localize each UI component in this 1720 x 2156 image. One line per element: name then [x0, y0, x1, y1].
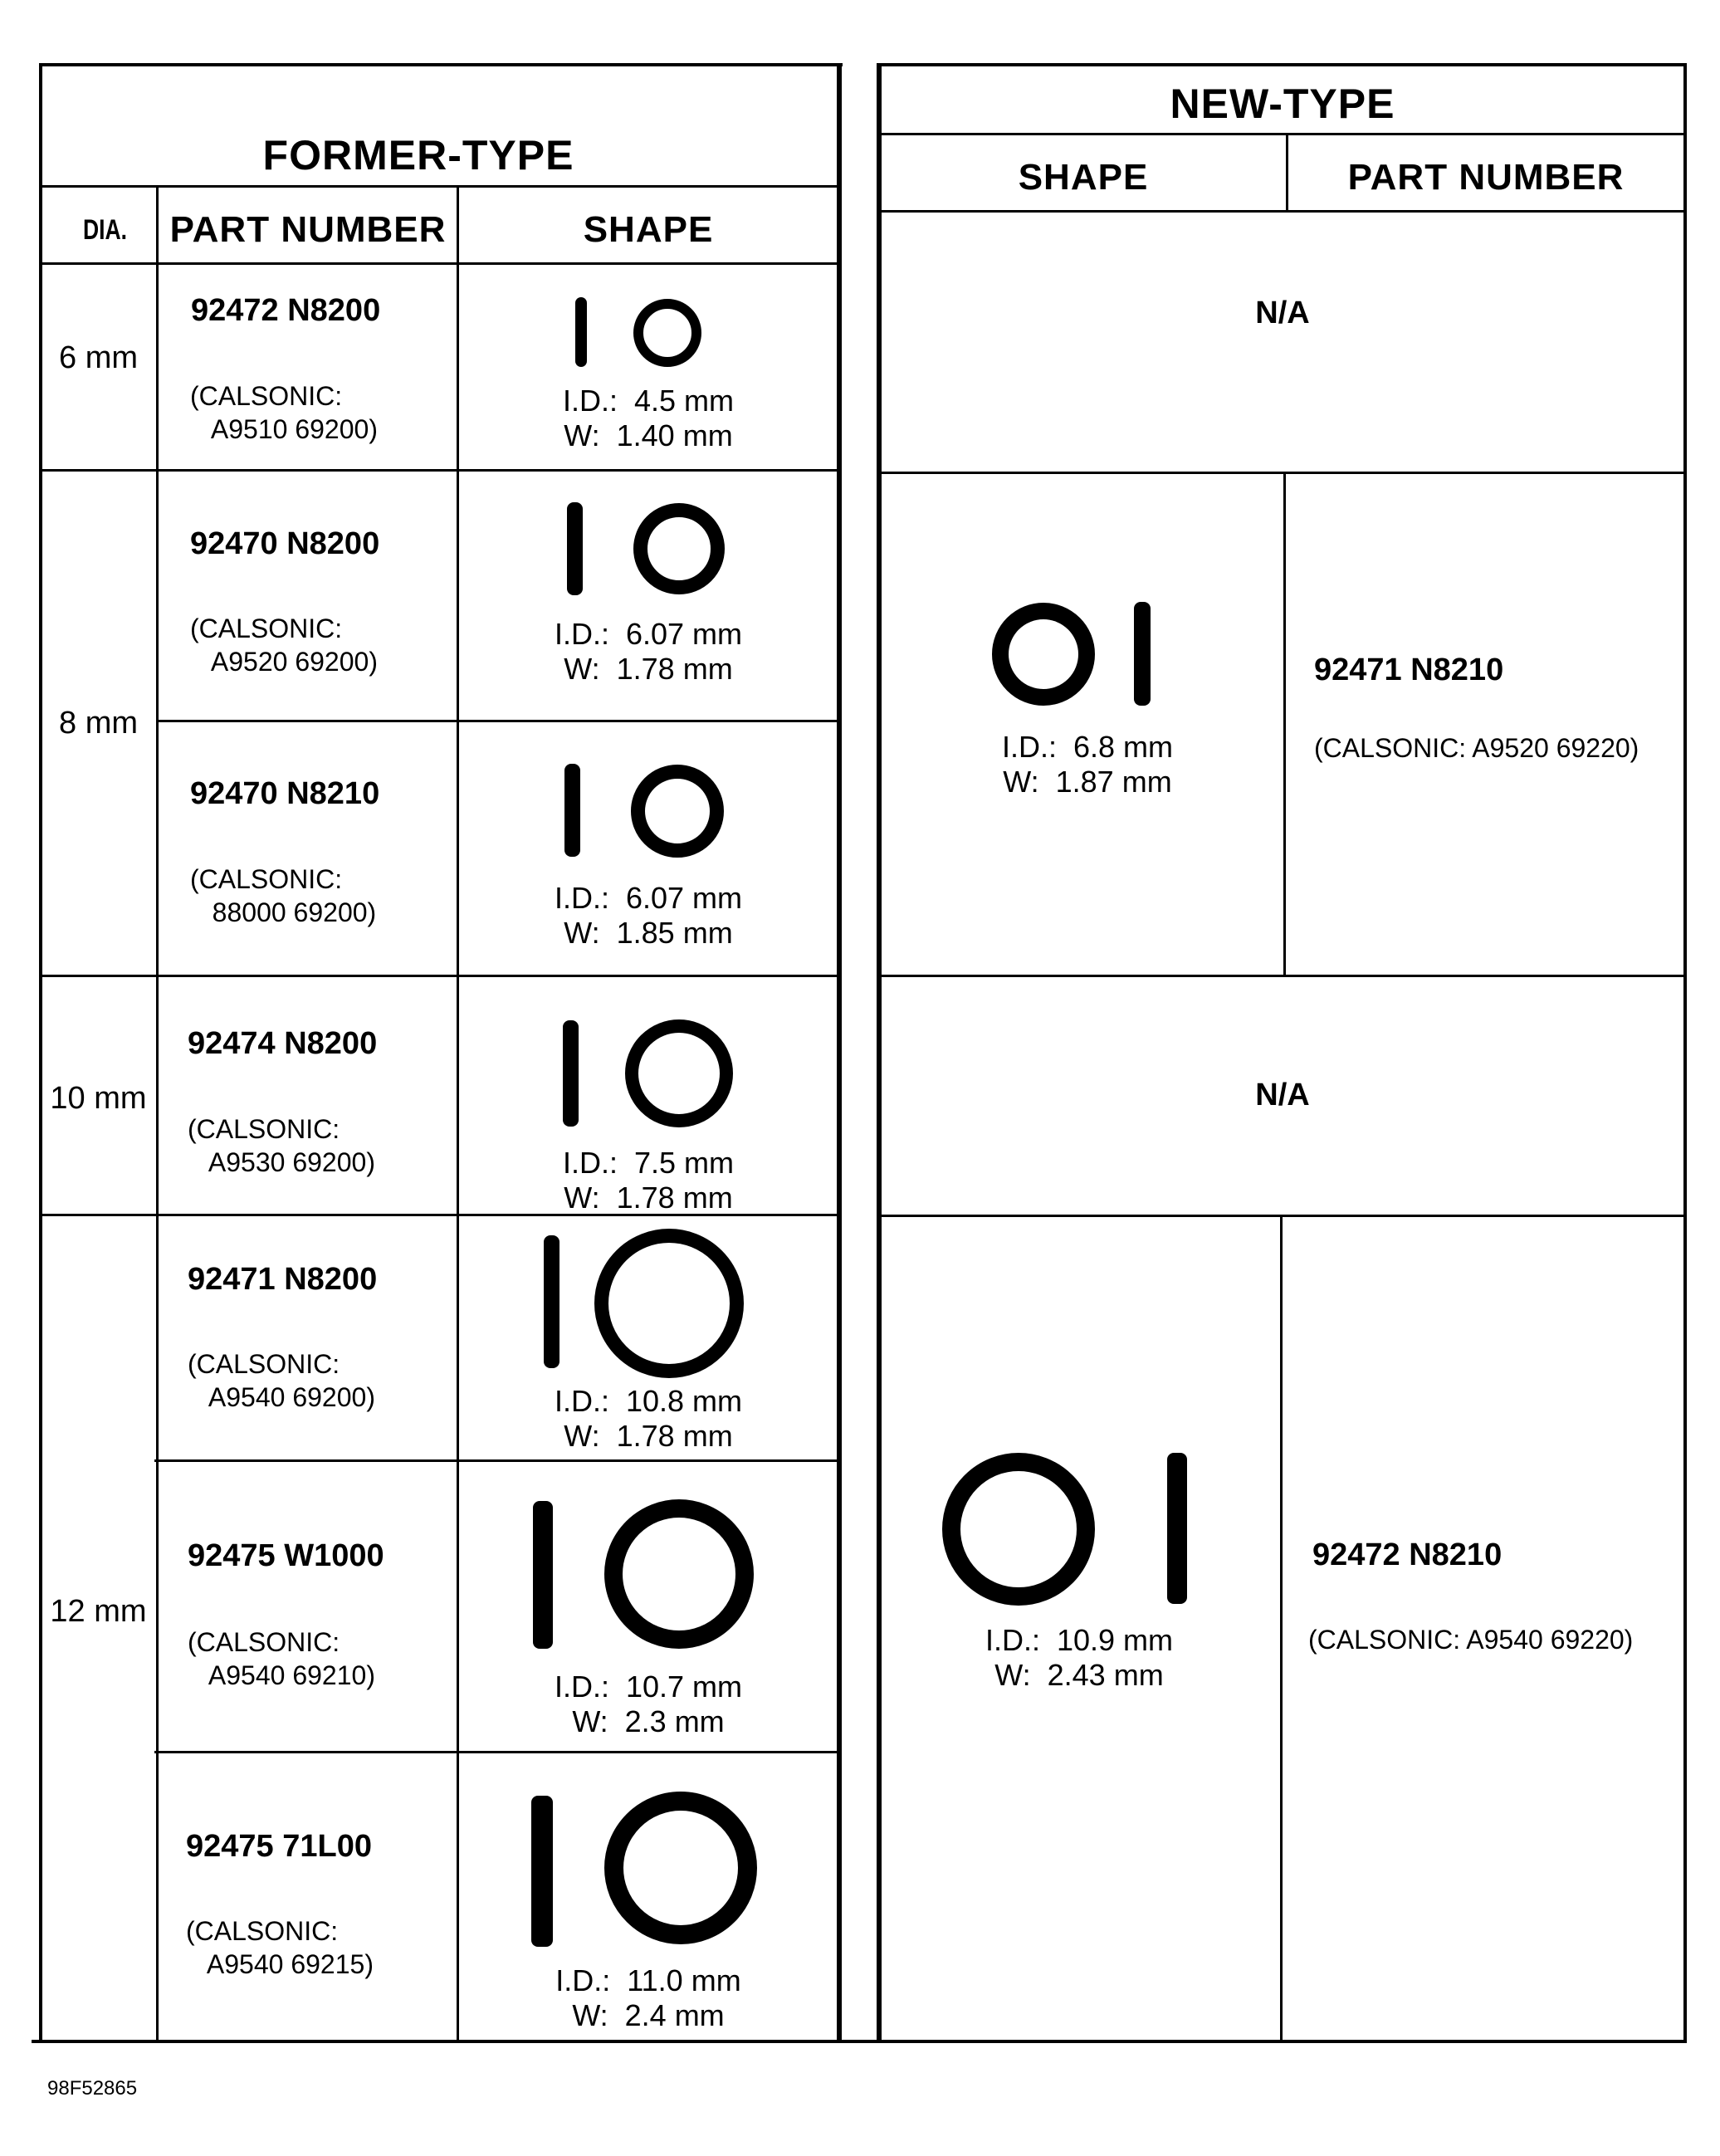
o-ring-shape: [594, 1229, 744, 1378]
former-part-col-divider: [457, 185, 459, 2041]
o-ring-spec: I.D.: 11.0 mm W: 2.4 mm: [555, 1963, 741, 2032]
part-number: 92470 N8200: [190, 526, 380, 561]
part-number: 92470 N8210: [190, 776, 380, 811]
o-ring-shape: [604, 1499, 754, 1649]
o-ring-shape: [604, 1792, 757, 1944]
calsonic-number: (CALSONIC: A9540 69200): [188, 1349, 375, 1412]
former-table-top-border: [39, 63, 843, 66]
o-ring-shape: [631, 765, 724, 858]
o-ring-cross-section: [567, 502, 583, 595]
former-header-divider: [39, 262, 839, 265]
o-ring-shape: [633, 503, 725, 594]
dia-label-12mm: 12 mm: [50, 1594, 147, 1629]
o-ring-cross-section: [531, 1796, 553, 1947]
calsonic-number: (CALSONIC: A9510 69200): [190, 381, 378, 444]
o-ring-spec: I.D.: 6.8 mm W: 1.87 mm: [1001, 730, 1174, 799]
calsonic-number: (CALSONIC: A9540 69220): [1308, 1625, 1634, 1655]
o-ring-cross-section: [575, 297, 587, 367]
dia-label-10mm: 10 mm: [50, 1081, 147, 1116]
new-row-3-bottom: [880, 1215, 1685, 1217]
part-number: 92475 71L00: [186, 1829, 372, 1864]
o-ring-spec: I.D.: 7.5 mm W: 1.78 mm: [562, 1146, 735, 1215]
part-number: 92471 N8200: [188, 1262, 378, 1297]
part-number: 92472 N8210: [1312, 1538, 1503, 1572]
o-ring-cross-section: [1134, 602, 1151, 706]
calsonic-number: (CALSONIC: A9530 69200): [188, 1114, 375, 1177]
o-ring-cross-section: [563, 1020, 579, 1127]
o-ring-cross-section: [533, 1501, 553, 1649]
o-ring-cross-section: [544, 1235, 559, 1368]
o-ring-shape: [625, 1019, 733, 1127]
new-row-1-bottom: [880, 472, 1685, 474]
o-ring-cross-section: [564, 764, 580, 857]
new-header-divider: [880, 210, 1685, 213]
o-ring-shape: [633, 299, 701, 367]
o-ring-spec: I.D.: 6.07 mm W: 1.85 mm: [554, 881, 743, 950]
dia-label-6mm: 6 mm: [59, 340, 138, 375]
calsonic-number: (CALSONIC: A9520 69200): [190, 614, 378, 677]
part-number: 92472 N8200: [191, 293, 381, 328]
o-ring-spec: I.D.: 10.7 mm W: 2.3 mm: [554, 1670, 743, 1738]
o-ring-spec: I.D.: 10.8 mm W: 1.78 mm: [554, 1384, 743, 1453]
figure-id: 98F52865: [47, 2077, 138, 2100]
former-row-6mm-bottom: [39, 469, 839, 472]
part-number: 92475 W1000: [188, 1538, 384, 1573]
new-shape-header: SHAPE: [1018, 157, 1149, 198]
table-divider-right: [877, 63, 882, 2043]
o-ring-spec: I.D.: 10.9 mm W: 2.43 mm: [985, 1623, 1174, 1692]
former-row-8mm-bottom: [39, 975, 839, 977]
new-table-top-border: [877, 63, 1687, 66]
o-ring-spec: I.D.: 6.07 mm W: 1.78 mm: [554, 617, 743, 686]
not-available-label: N/A: [1255, 296, 1310, 330]
former-title-divider: [39, 185, 839, 188]
part-number: 92471 N8210: [1314, 653, 1504, 687]
former-shape-header: SHAPE: [583, 209, 714, 250]
o-ring-shape: [942, 1453, 1095, 1606]
o-ring-cross-section: [1167, 1453, 1187, 1604]
new-table-right-border: [1683, 63, 1687, 2043]
new-type-title: NEW-TYPE: [1170, 81, 1395, 127]
table-bottom-border: [32, 2040, 1683, 2043]
former-row-12mm-b-bottom: [154, 1751, 839, 1753]
table-divider-left: [837, 63, 842, 2043]
calsonic-number: (CALSONIC: A9540 69210): [188, 1627, 375, 1690]
dia-header: DIA.: [83, 214, 128, 246]
new-row-4-col-divider: [1280, 1215, 1283, 2041]
calsonic-number: (CALSONIC: 88000 69200): [190, 864, 377, 927]
part-number: 92474 N8200: [188, 1026, 378, 1061]
former-row-8mm-a-bottom: [158, 720, 839, 722]
new-title-divider: [880, 133, 1685, 135]
not-available-label: N/A: [1255, 1078, 1310, 1112]
new-row-2-col-divider: [1283, 472, 1286, 976]
former-type-title: FORMER-TYPE: [262, 132, 574, 178]
calsonic-number: (CALSONIC: A9520 69220): [1314, 733, 1639, 763]
former-part-number-header: PART NUMBER: [169, 209, 447, 250]
new-row-2-bottom: [880, 975, 1685, 977]
o-ring-spec: I.D.: 4.5 mm W: 1.40 mm: [562, 384, 735, 452]
calsonic-number: (CALSONIC: A9540 69215): [186, 1916, 374, 1979]
o-ring-shape: [992, 603, 1095, 706]
former-row-12mm-a-bottom: [154, 1459, 839, 1462]
new-part-number-header: PART NUMBER: [1347, 157, 1625, 198]
dia-label-8mm: 8 mm: [59, 706, 138, 741]
